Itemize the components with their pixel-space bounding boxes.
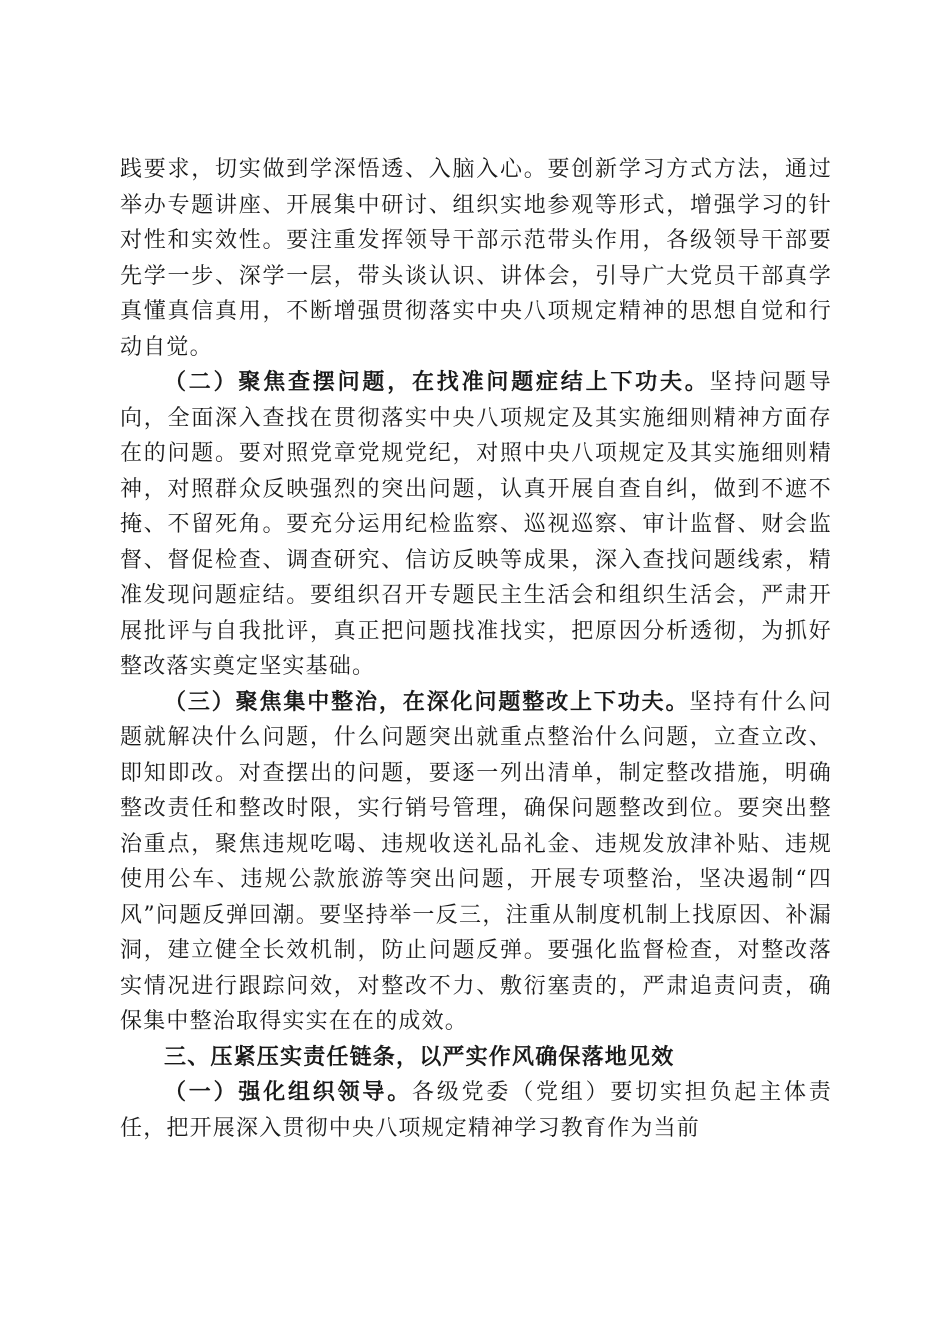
paragraph-section-3 <box>120 685 832 1040</box>
paragraph-section-2 <box>120 365 832 685</box>
document-body <box>120 152 832 1146</box>
section-heading: 三、压紧压实责任链条，以严实作风确保落地见效 <box>164 1043 675 1070</box>
paragraph-continued <box>120 152 832 365</box>
paragraph-lead: （一）强化组织领导。 <box>164 1079 412 1105</box>
paragraph-text: 各级党委（党组）要切实担负起主体责任，把开展深入贯彻中央八项规定精神学习教育作为当前 <box>120 1080 832 1141</box>
paragraph-text: 践要求，切实做到学深悟透、入脑入心。要创新学习方式方法，通过举办专题讲座、开展集中研讨、组织实地参观等形式，增强学习的针对性和实效性。要注重发挥领导干部示范带头作用，各级领导干部要先学一步、深学一层，带头谈认识、讲体会，引导广大党员干部真学真懂真信真用，不断增强贯彻落实中央八项规定精神的思想自觉和行动自觉。 <box>120 157 832 360</box>
paragraph-text: 坚持有什么问题就解决什么问题，什么问题突出就重点整治什么问题，立查立改、即知即改。对查摆出的问题，要逐一列出清单，制定整改措施，明确整改责任和整改时限，实行销号管理，确保问题整改到位。要突出整治重点，聚焦违规吃喝、违规收送礼品礼金、违规发放津补贴、违规使用公车、违规公款旅游等突出问题，开展专项整治，坚决遏制“四风”问题反弹回潮。要坚持举一反三，注重从制度机制上找原因、补漏洞，建立健全长效机制，防止问题反弹。要强化监督检查，对整改落实情况进行跟踪问效，对整改不力、敷衍塞责的，严肃追责问责，确保集中整治取得实实在在的成效。 <box>120 689 832 1034</box>
paragraph-lead: （三）聚焦集中整治，在深化问题整改上下功夫。 <box>164 688 690 715</box>
paragraph-lead: （二）聚焦查摆问题，在找准问题症结上下功夫。 <box>164 369 710 395</box>
paragraph-text: 坚持问题导向，全面深入查找在贯彻落实中央八项规定及其实施细则精神方面存在的问题。要对照党章党规党纪，对照中央八项规定及其实施细则精神，对照群众反映强烈的突出问题，认真开展自查自纠，做到不遮不掩、不留死角。要充分运用纪检监察、巡视巡察、审计监督、财会监督、督促检查、调查研究、信访反映等成果，深入查找问题线索，精准发现问题症结。要组织召开专题民主生活会和组织生活会，严肃开展批评与自我批评，真正把问题找准找实，把原因分析透彻，为抓好整改落实奠定坚实基础。 <box>120 370 832 679</box>
paragraph-final <box>120 1075 832 1146</box>
